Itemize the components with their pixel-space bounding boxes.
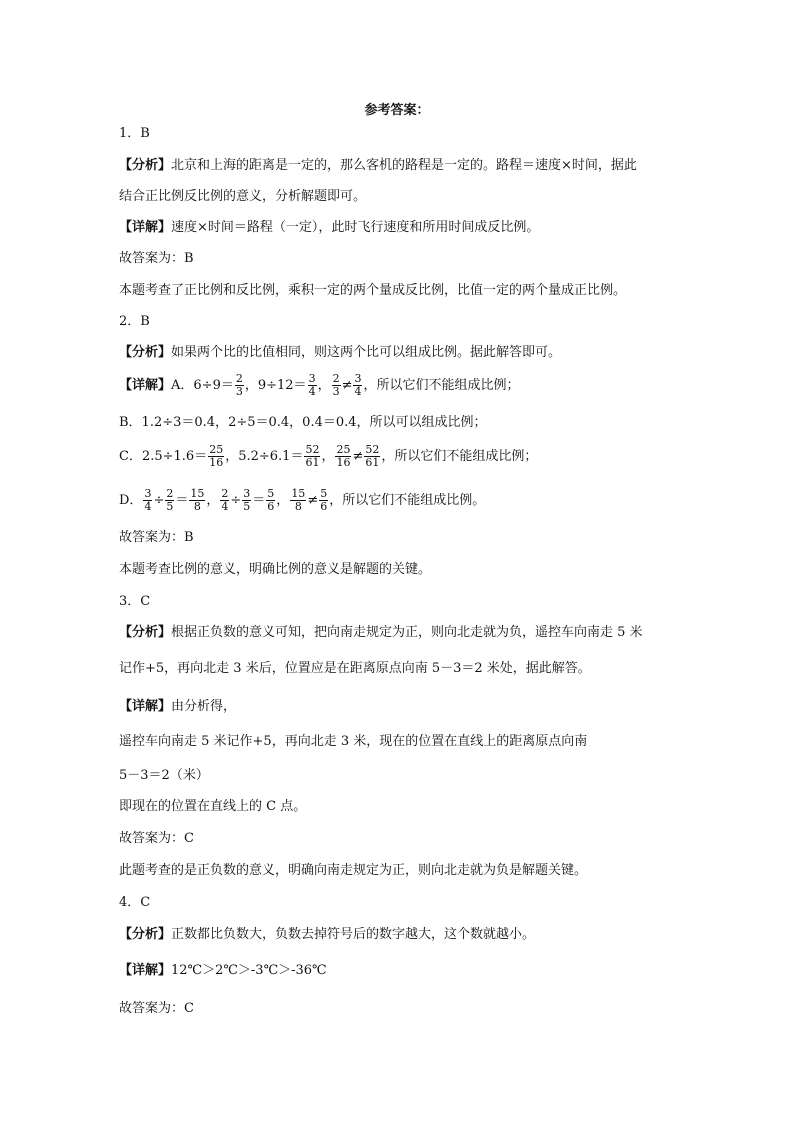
q3-summary: 此题考查的是正负数的意义，明确向南走规定为正，则向北走就为负是解题关键。 bbox=[119, 863, 588, 878]
fraction: $\frac{15}{8}$ bbox=[190, 487, 205, 513]
q3-analysis-line1 bbox=[119, 624, 643, 642]
q2-option-a: 【详解】A．6÷9＝ $\frac{2}{3}$ ，9÷12＝ $\frac{3}{4}$ ， $\frac{2}{3}$ ≠ $\frac{3}{4}$ ，所以它们不能组成比例； bbox=[119, 372, 520, 398]
q2-option-d: D． $\frac{3}{4}$ ÷ $\frac{2}{5}$ ＝ $\frac{15}{8}$ ， $\frac{2}{4}$ ÷ $\frac{3}{5}$ ＝ $\frac{5}{6}$ ， $\frac{15}{8}$ ≠ $\frac{5}{6}$ ，所以它们不能组成比例。 bbox=[119, 487, 486, 513]
fraction: $\frac{5}{6}$ bbox=[267, 487, 275, 513]
fraction: $\frac{2}{3}$ bbox=[235, 372, 243, 398]
fraction: $\frac{3}{5}$ bbox=[243, 487, 251, 513]
fraction: $\frac{25}{16}$ bbox=[209, 443, 224, 469]
q2-number: 2．B bbox=[119, 314, 150, 329]
analysis-tag: 【分析】 bbox=[119, 158, 172, 173]
q2-analysis-text: 如果两个比的比值相同，则这两个比可以组成比例。据此解答即可。 bbox=[171, 345, 562, 360]
fraction: $\frac{2}{5}$ bbox=[166, 487, 174, 513]
q3-solution-line3: 即现在的位置在直线上的 C 点。 bbox=[119, 799, 307, 814]
q3-analysis-text: 根据正负数的意义可知，把向南走规定为正，则向北走就为负，遥控车向南走 5 米 bbox=[171, 625, 643, 640]
q4-detail bbox=[119, 962, 327, 980]
q1-detail-text: 速度×时间＝路程（一定），此时飞行速度和所用时间成反比例。 bbox=[171, 220, 540, 235]
q1-detail bbox=[119, 219, 539, 237]
q4-detail-text: 12℃＞2℃＞-3℃＞-36℃ bbox=[171, 963, 327, 978]
fraction: $\frac{52}{61}$ bbox=[305, 443, 320, 469]
q3-number: 3．C bbox=[119, 594, 151, 609]
q1-answer: 故答案为：B bbox=[119, 251, 194, 266]
detail-tag: 【详解】 bbox=[119, 963, 172, 978]
fraction: $\frac{25}{16}$ bbox=[336, 443, 351, 469]
q1-analysis-line1 bbox=[119, 157, 637, 175]
fraction: $\frac{5}{6}$ bbox=[320, 487, 328, 513]
fraction: $\frac{15}{8}$ bbox=[291, 487, 306, 513]
q4-analysis bbox=[119, 926, 535, 944]
q1-number: 1．B bbox=[119, 126, 150, 141]
q2-option-c: C．2.5÷1.6＝ $\frac{25}{16}$ ，5.2÷6.1＝ $\frac{52}{61}$ ， $\frac{25}{16}$ ≠ $\frac{52}{61}$ ，所以它们不能组成比例； bbox=[119, 443, 538, 469]
page-title: 参考答案： bbox=[364, 103, 430, 118]
q1-analysis-text: 北京和上海的距离是一定的，那么客机的路程是一定的。路程＝速度×时间，据此 bbox=[171, 158, 637, 173]
fraction: $\frac{2}{4}$ bbox=[221, 487, 229, 513]
fraction: $\frac{2}{3}$ bbox=[332, 372, 340, 398]
q2-answer: 故答案为：B bbox=[119, 530, 194, 545]
detail-tag: 【详解】 bbox=[119, 699, 172, 714]
q3-solution-line1: 遥控车向南走 5 米记作+5，再向北走 3 米，现在的位置在直线上的距离原点向南 bbox=[119, 734, 588, 749]
q1-summary: 本题考查了正比例和反比例，乘积一定的两个量成反比例，比值一定的两个量成正比例。 bbox=[119, 283, 627, 298]
fraction: $\frac{3}{4}$ bbox=[144, 487, 152, 513]
detail-tag: 【详解】 bbox=[119, 378, 172, 393]
q1-analysis-line2: 结合正比例反比例的意义，分析解题即可。 bbox=[119, 189, 367, 204]
q3-solution-line2: 5－3＝2（米） bbox=[119, 768, 209, 783]
fraction: $\frac{52}{61}$ bbox=[365, 443, 380, 469]
q3-detail bbox=[119, 698, 236, 716]
q3-analysis-line2: 记作+5，再向北走 3 米后，位置应是在距离原点向南 5－3＝2 米处，据此解答。 bbox=[119, 661, 591, 676]
fraction: $\frac{3}{4}$ bbox=[354, 372, 362, 398]
q4-number: 4．C bbox=[119, 895, 151, 910]
q4-answer: 故答案为：C bbox=[119, 1001, 194, 1016]
q4-analysis-text: 正数都比负数大，负数去掉符号后的数字越大，这个数就越小。 bbox=[171, 927, 536, 942]
q2-option-b: B．1.2÷3＝0.4，2÷5＝0.4，0.4＝0.4，所以可以组成比例； bbox=[119, 415, 487, 430]
analysis-tag: 【分析】 bbox=[119, 927, 172, 942]
q3-answer: 故答案为：C bbox=[119, 831, 194, 846]
detail-tag: 【详解】 bbox=[119, 220, 172, 235]
q2-analysis bbox=[119, 344, 561, 362]
fraction: $\frac{3}{4}$ bbox=[308, 372, 316, 398]
q2-summary: 本题考查比例的意义，明确比例的意义是解题的关键。 bbox=[119, 562, 432, 577]
analysis-tag: 【分析】 bbox=[119, 345, 172, 360]
analysis-tag: 【分析】 bbox=[119, 625, 172, 640]
q3-detail-text: 由分析得， bbox=[171, 699, 237, 714]
